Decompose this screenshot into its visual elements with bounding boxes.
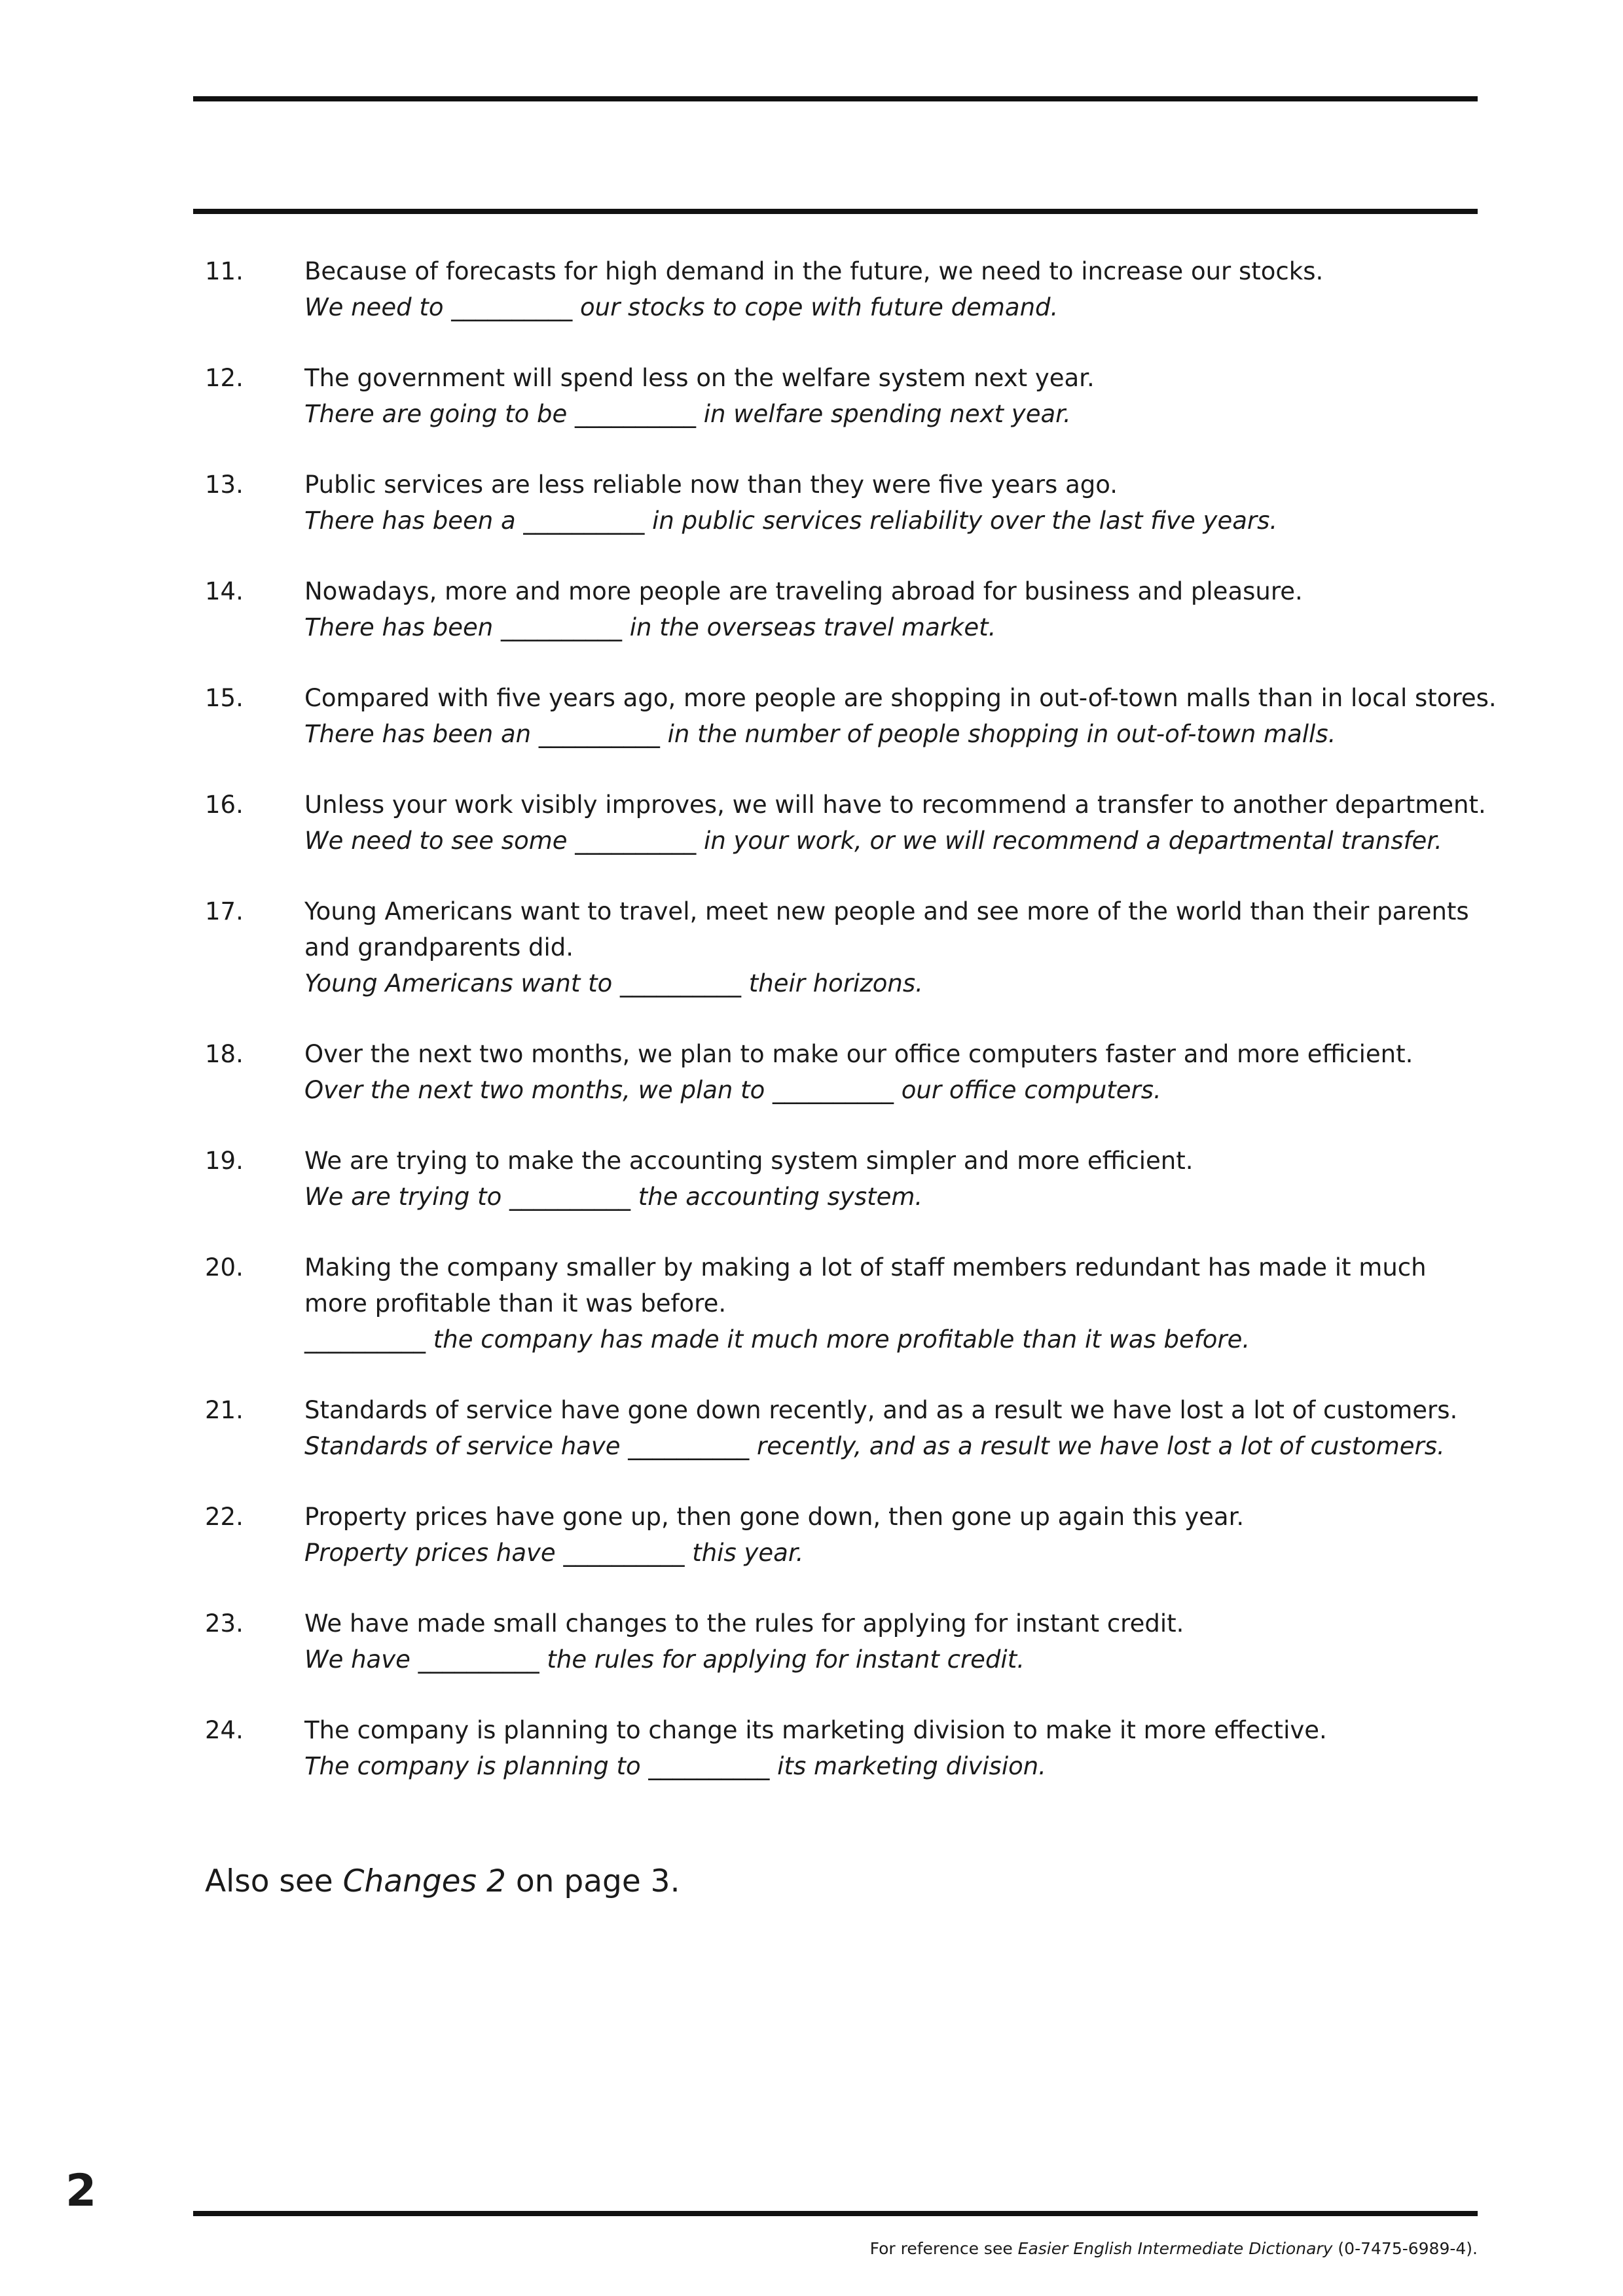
exercise-prompt: We have made small changes to the rules for applying for instant credit.: [304, 1609, 1184, 1638]
also-see-title: Changes 2: [342, 1863, 506, 1899]
exercise-prompt: Because of forecasts for high demand in the future, we need to increase our stocks.: [304, 257, 1324, 285]
exercise-number: 22.: [205, 1503, 244, 1531]
reference-title: Easier English Intermediate Dictionary: [1017, 2239, 1333, 2258]
header-rule: [193, 209, 1478, 214]
exercise-number: 24.: [205, 1716, 244, 1744]
exercise-prompt: We are trying to make the accounting system simpler and more efficient.: [304, 1147, 1194, 1175]
exercise-answer: We need to see some __________ in your work, or we will recommend a departmental transfer.: [304, 827, 1442, 855]
exercise-prompt: Young Americans want to travel, meet new people and see more of the world than their parents and grandparents did.: [304, 897, 1469, 961]
reference-note: [870, 2237, 1478, 2261]
exercise-number: 14.: [205, 577, 244, 605]
exercise-answer: __________ the company has made it much more profitable than it was before.: [304, 1325, 1250, 1354]
exercise-prompt: Over the next two months, we plan to make our office computers faster and more efficient.: [304, 1040, 1413, 1068]
exercise-answer: Young Americans want to __________ their horizons.: [304, 969, 923, 997]
exercise-number: 17.: [205, 897, 244, 925]
exercise-answer: There has been an __________ in the number of people shopping in out-of-town malls.: [304, 720, 1336, 748]
exercise-number: 15.: [205, 684, 244, 712]
exercise-number: 23.: [205, 1609, 244, 1638]
exercise-number: 12.: [205, 364, 244, 392]
exercise-number: 16.: [205, 791, 244, 819]
exercise-prompt: The company is planning to change its marketing division to make it more effective.: [304, 1716, 1327, 1744]
exercise-number: 18.: [205, 1040, 244, 1068]
exercise-prompt: The government will spend less on the welfare system next year.: [304, 364, 1095, 392]
exercise-answer: There has been __________ in the overseas travel market.: [304, 613, 996, 641]
top-rule: [193, 96, 1478, 101]
exercise-prompt: Compared with five years ago, more people are shopping in out-of-town malls than in local stores.: [304, 684, 1497, 712]
exercise-answer: There has been a __________ in public services reliability over the last five years.: [304, 507, 1278, 535]
exercise-prompt: Property prices have gone up, then gone down, then gone up again this year.: [304, 1503, 1245, 1531]
exercise-answer: The company is planning to __________ its marketing division.: [304, 1752, 1046, 1780]
exercise-prompt: Unless your work visibly improves, we will have to recommend a transfer to another department.: [304, 791, 1486, 819]
exercise-number: 21.: [205, 1396, 244, 1424]
also-see-note: [205, 1862, 680, 1901]
page-number: 2: [65, 2165, 97, 2217]
exercise-answer: We are trying to __________ the accounting system.: [304, 1183, 923, 1211]
exercise-prompt: Standards of service have gone down recently, and as a result we have lost a lot of customers.: [304, 1396, 1458, 1424]
exercise-answer: There are going to be __________ in welfare spending next year.: [304, 400, 1071, 428]
also-see-suffix: on page 3.: [505, 1863, 680, 1899]
exercise-answer: We have __________ the rules for applying for instant credit.: [304, 1645, 1025, 1674]
exercise-number: 11.: [205, 257, 244, 285]
reference-prefix: For reference see: [869, 2239, 1018, 2258]
reference-suffix: (0-7475-6989-4).: [1332, 2239, 1478, 2258]
exercise-number: 19.: [205, 1147, 244, 1175]
exercise-prompt: Making the company smaller by making a lot of staff members redundant has made it much more profitable than it was before.: [304, 1253, 1427, 1318]
exercise-prompt: Nowadays, more and more people are traveling abroad for business and pleasure.: [304, 577, 1303, 605]
exercise-answer: Over the next two months, we plan to __________ our office computers.: [304, 1076, 1161, 1104]
footer-rule: [193, 2211, 1478, 2216]
exercise-answer: We need to __________ our stocks to cope with future demand.: [304, 293, 1059, 321]
exercise-answer: Property prices have __________ this year.: [304, 1539, 804, 1567]
also-see-prefix: Also see: [205, 1863, 343, 1899]
exercise-number: 13.: [205, 471, 244, 499]
exercise-answer: Standards of service have __________ recently, and as a result we have lost a lot of customers.: [304, 1432, 1445, 1460]
exercise-number: 20.: [205, 1253, 244, 1282]
exercise-prompt: Public services are less reliable now than they were five years ago.: [304, 471, 1118, 499]
